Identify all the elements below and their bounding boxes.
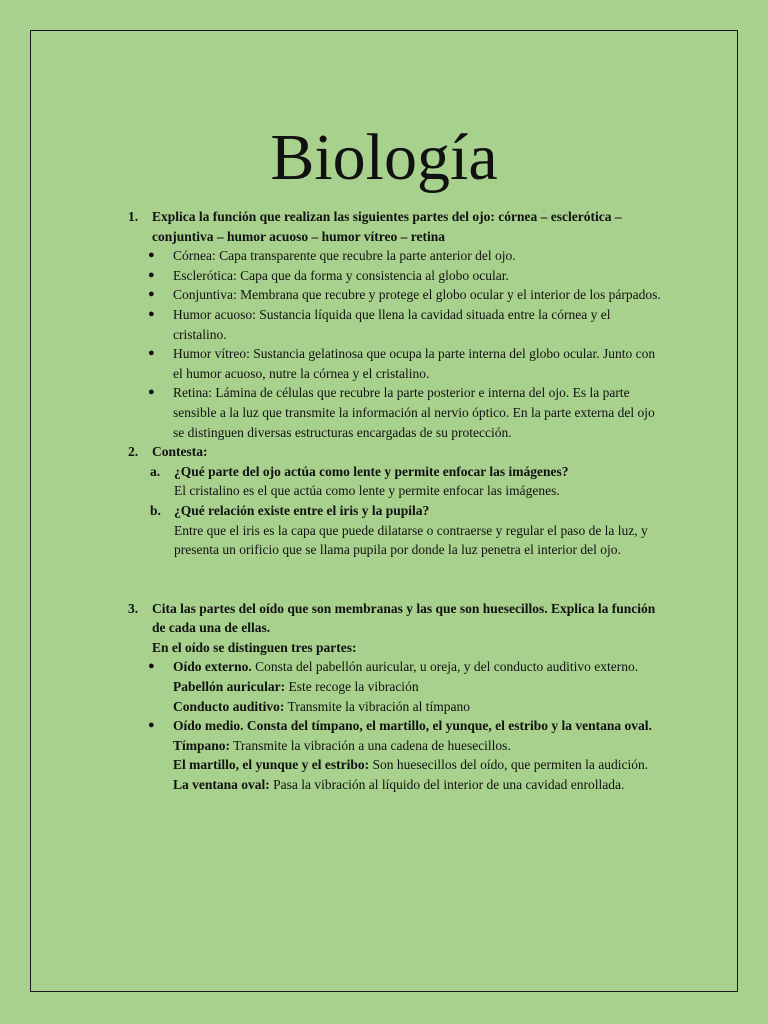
sub-question-text: ¿Qué parte del ojo actúa como lente y permite enfocar las imágenes? [174,463,569,479]
sub-question-label: a. [150,463,161,479]
item-heading: Oído externo. [173,659,252,675]
list-item: ● Humor acuoso: Sustancia líquida que llena la cavidad situada entre la córnea y el cristalino. [173,305,664,344]
question-3 [128,599,664,658]
question-text: Explica la función que realizan las siguientes partes del ojo: córnea – esclerótica – conjuntiva – humor acuoso – humor vítreo – retina [152,209,622,244]
question-intro: En el oído se distinguen tres partes: [152,639,357,655]
sub-question-answer: El cristalino es el que actúa como lente y permite enfocar las imágenes. [174,483,560,499]
list-item: ● Retina: Lámina de células que recubre la parte posterior e interna del ojo. Es la parte sensible a la luz que transmite la información al nervio óptico. En la parte externa del ojo se distinguen diversas estructuras encargadas de su protección. [173,383,664,442]
question-text: Cita las partes del oído que son membranas y las que son huesecillos. Explica la función de cada una de ellas. [152,600,656,636]
sub-question-label: b. [150,502,161,518]
list-item: ● Conjuntiva: Membrana que recubre y protege el globo ocular y el interior de los párpados. [173,285,664,305]
part-text: Transmite la vibración al tímpano [287,698,471,714]
item-description: Consta del pabellón auricular, u oreja, y del conducto auditivo externo. [255,659,639,675]
list-item: ● Córnea: Capa transparente que recubre la parte anterior del ojo. [173,246,664,266]
sub-question-b [150,501,664,560]
eye-parts-list [128,246,664,442]
question-number: 2. [128,444,139,460]
part-label: El martillo, el yunque y el estribo: [173,757,370,773]
list-item-oido-medio [173,716,664,794]
part-text: Son huesecillos del oído, que permiten la audición. [372,757,649,773]
document-body [128,207,664,795]
question-text: Contesta: [152,444,208,460]
sub-question-a [150,462,664,501]
sub-question-text: ¿Qué relación existe entre el iris y la pupila? [174,502,430,518]
question-number: 3. [128,600,139,616]
part-text: Transmite la vibración a una cadena de huesecillos. [233,737,511,753]
question-number: 1. [128,209,139,224]
part-label: Tímpano: [173,737,231,753]
part-label: Conducto auditivo: [173,698,285,714]
list-item-oido-externo [173,657,664,716]
item-heading: ● Oído medio. Consta del tímpano, el martillo, el yunque, el estribo y la ventana oval. [173,718,652,734]
part-label: Pabellón auricular: [173,679,286,695]
part-label: La ventana oval: [173,777,270,793]
question-2 [128,442,664,462]
list-item: ● Esclerótica: Capa que da forma y consistencia al globo ocular. [173,266,664,286]
list-item: ● Humor vítreo: Sustancia gelatinosa que ocupa la parte interna del globo ocular. Junto con el humor acuoso, nutre la córnea y el cristalino. [173,344,664,383]
part-text: Pasa la vibración al líquido del interior de una cavidad enrollada. [273,777,625,793]
question-1 [128,207,664,246]
page-title: Biología [270,121,498,194]
ear-parts-list [128,657,664,794]
sub-question-answer: Entre que el iris es la capa que puede dilatarse o contraerse y regular el paso de la luz, y presenta un orificio que se llama pupila por donde la luz penetra el interior del ojo. [174,522,648,558]
part-text: Este recoge la vibración [288,679,419,695]
